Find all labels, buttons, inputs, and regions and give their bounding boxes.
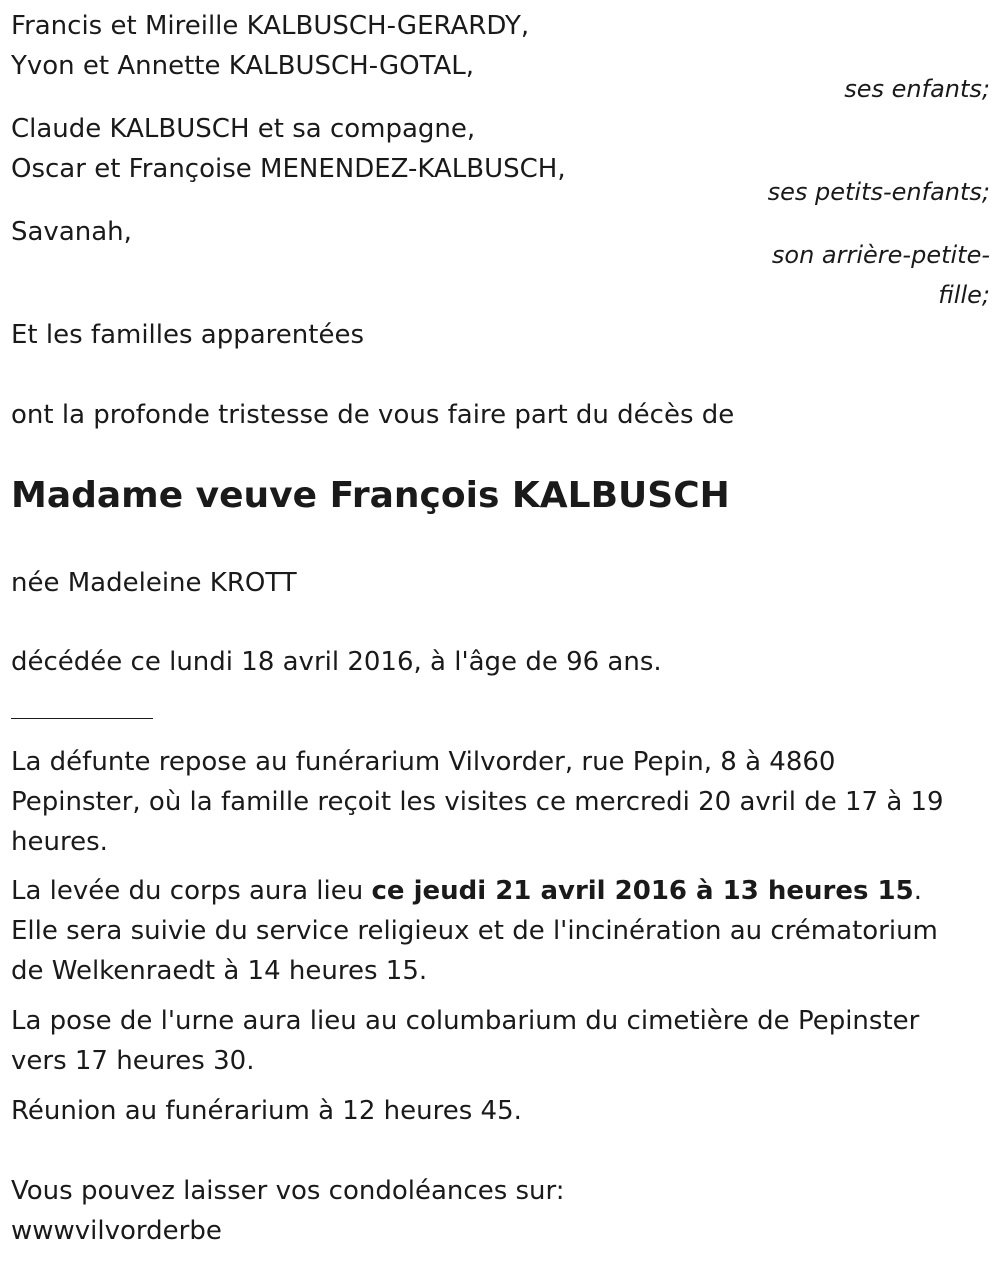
announcement: ont la profonde tristesse de vous faire part du décès de bbox=[11, 400, 735, 430]
levee-date: ce jeudi 21 avril 2016 à 13 heures 15 bbox=[371, 876, 914, 906]
levee-suffix: . Elle sera suivie du service religieux et de l'incinération au crématorium de Welkenraedt à 14 heures 15. bbox=[11, 876, 938, 986]
death-date: décédée ce lundi 18 avril 2016, à l'âge de 96 ans. bbox=[11, 647, 662, 677]
maiden-name: née Madeleine KROTT bbox=[11, 568, 297, 598]
repose-paragraph: La défunte repose au funérarium Vilvorder, rue Pepin, 8 à 4860 Pepinster, où la famille reçoit les visites ce mercredi 20 avril de 17 à 19 heures. bbox=[11, 747, 944, 857]
great-grandchild-role-1: son arrière-petite- bbox=[771, 241, 990, 269]
separator-rule bbox=[11, 718, 153, 719]
levee-paragraph bbox=[11, 871, 971, 991]
great-grandchild: Savanah, bbox=[11, 217, 132, 247]
relatives: Et les familles apparentées bbox=[11, 320, 365, 350]
children-line-2: Yvon et Annette KALBUSCH-GOTAL, bbox=[11, 51, 475, 81]
children-line-1: Francis et Mireille KALBUSCH-GERARDY, bbox=[11, 11, 530, 41]
grandchildren-role: ses petits-enfants; bbox=[767, 178, 990, 206]
grandchildren-line-2: Oscar et Françoise MENENDEZ-KALBUSCH, bbox=[11, 154, 566, 184]
deceased-name: Madame veuve François KALBUSCH bbox=[11, 475, 730, 516]
grandchildren-line-1: Claude KALBUSCH et sa compagne, bbox=[11, 114, 476, 144]
levee-prefix: La levée du corps aura lieu bbox=[11, 876, 372, 906]
urne-paragraph: La pose de l'urne aura lieu au columbarium du cimetière de Pepinster vers 17 heures 30. bbox=[11, 1006, 920, 1076]
children-role: ses enfants; bbox=[844, 75, 990, 103]
reunion-paragraph: Réunion au funérarium à 12 heures 45. bbox=[11, 1096, 522, 1126]
condolences-site-link[interactable]: wwwvilvorderbe bbox=[11, 1216, 222, 1246]
great-grandchild-role-2: fille; bbox=[938, 281, 990, 309]
condolences-text: Vous pouvez laisser vos condoléances sur: bbox=[11, 1176, 565, 1206]
